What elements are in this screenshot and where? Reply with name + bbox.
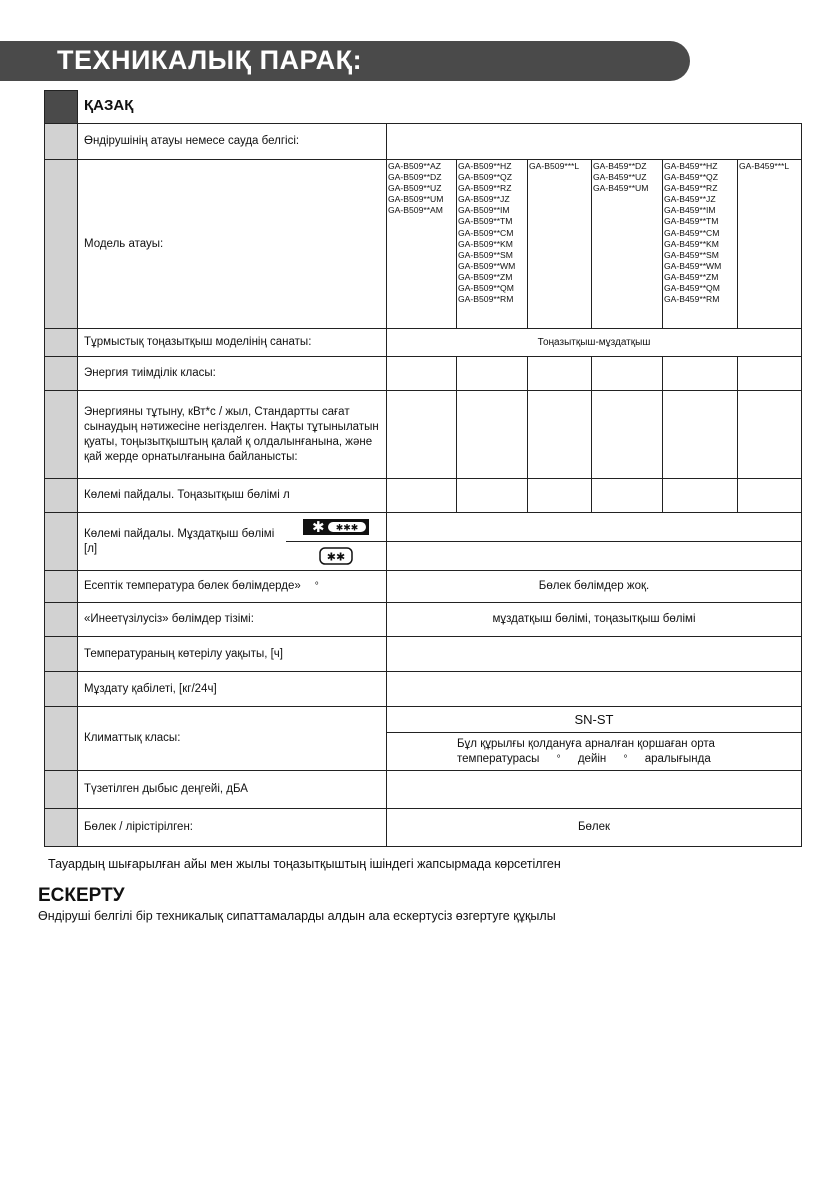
table-row — [45, 329, 802, 357]
freezing-capacity-label: Мұздату қабілеті, [кг/24ч] — [78, 672, 387, 707]
model-name: GA-B509***L — [529, 161, 580, 171]
model-name: GA-B509**KM — [458, 238, 513, 249]
table-row — [45, 357, 802, 391]
model-name: GA-B509**HZ — [458, 161, 512, 171]
freezing-capacity-value — [387, 672, 802, 707]
model-name: GA-B509**QZ — [458, 172, 512, 183]
table-row — [45, 809, 802, 847]
model-group-6 — [738, 160, 802, 329]
model-name-label: Модель атауы: — [78, 160, 387, 329]
rated-temp-label: Есептік температура бөлек бөлімдерде» ° — [78, 571, 387, 603]
table-row — [45, 771, 802, 809]
three-star-freezer-icon — [302, 518, 370, 536]
temp-rise-label: Температураның көтерілу уақыты, [ч] — [78, 637, 387, 672]
svg-text:✱: ✱ — [311, 518, 325, 536]
production-date-note: Тауардың шығарылған айы мен жылы тоңазытқыштың ішіндегі жапсырмада көрсетілген — [48, 857, 561, 871]
model-group-5 — [663, 160, 738, 329]
model-name: GA-B459***L — [739, 161, 790, 171]
warning-text: Өндіруші белгілі бір техникалық сипаттамаларды алдын ала ескертусіз өзгертуге құқылы — [38, 909, 556, 923]
model-name: GA-B459**HZ — [664, 161, 718, 171]
model-name: GA-B509**IM — [458, 205, 510, 216]
climate-class-label: Климаттық класы: — [78, 707, 387, 771]
temp-rise-value — [387, 637, 802, 672]
table-row — [45, 479, 802, 513]
two-star-cell — [286, 542, 387, 571]
table-row — [45, 513, 802, 542]
model-name: GA-B509**SM — [458, 249, 513, 260]
table-row — [45, 672, 802, 707]
energy-consumption-label: Энергияны тұтыну, кВт*с / жыл, Стандартты сағат сынаудың нәтижесіне негізделген. Нақты тұтынылатын қуаты, тоңызытқыштың қалай қ олдалынғанына, және қай жерде орнатылғанына байланысты: — [78, 391, 387, 479]
model-name: GA-B459**CM — [664, 227, 720, 238]
freezer-volume-label: Көлемі пайдалы. Мұздатқыш бөлімі [л] — [78, 513, 286, 571]
model-name: GA-B459**IM — [664, 205, 716, 216]
language-heading: ҚАЗАҚ — [84, 97, 134, 115]
model-name: GA-B509**ZM — [458, 271, 513, 282]
model-name: GA-B509**AM — [388, 205, 443, 216]
model-group-1 — [387, 160, 457, 329]
spec-table — [44, 90, 802, 847]
frost-free-label: «Инеетүзілусіз» бөлімдер тізімі: — [78, 603, 387, 637]
model-name: GA-B459**ZM — [664, 271, 719, 282]
model-name: GA-B459**QZ — [664, 172, 718, 183]
built-in-label: Бөлек / лірістірілген: — [78, 809, 387, 847]
model-name: GA-B509**DZ — [388, 172, 442, 183]
model-name: GA-B459**RM — [664, 294, 720, 305]
three-star-cell — [286, 513, 387, 542]
model-group-4 — [592, 160, 663, 329]
model-group-2 — [457, 160, 528, 329]
table-row — [45, 160, 802, 329]
built-in-value: Бөлек — [387, 809, 802, 847]
model-name: GA-B459**UZ — [593, 172, 647, 183]
energy-class-label: Энергия тиімділік класы: — [78, 357, 387, 391]
table-row — [45, 571, 802, 603]
climate-class-value: SN-ST — [387, 707, 802, 733]
header-banner — [0, 41, 690, 81]
manufacturer-value — [387, 124, 802, 160]
svg-text:✱✱: ✱✱ — [326, 550, 345, 564]
rated-temp-value: Бөлек бөлімдер жоқ. — [387, 571, 802, 603]
model-name: GA-B509**QM — [458, 283, 514, 294]
model-group-3 — [528, 160, 592, 329]
model-name: GA-B509**RM — [458, 294, 514, 305]
model-name: GA-B459**TM — [664, 216, 719, 227]
model-name: GA-B459**RZ — [664, 183, 718, 194]
model-name: GA-B509**CM — [458, 227, 514, 238]
table-row — [45, 391, 802, 479]
model-name: GA-B509**TM — [458, 216, 513, 227]
model-name: GA-B509**AZ — [388, 161, 442, 171]
model-name: GA-B459**UM — [593, 183, 649, 194]
model-name: GA-B459**KM — [664, 238, 719, 249]
model-name: GA-B459**DZ — [593, 161, 647, 171]
table-row — [45, 707, 802, 733]
model-name: GA-B509**UM — [388, 194, 444, 205]
model-name: GA-B459**JZ — [664, 194, 716, 205]
category-value: Тоңазытқыш-мұздатқыш — [387, 329, 802, 357]
model-name: GA-B459**SM — [664, 249, 719, 260]
model-name: GA-B509**JZ — [458, 194, 510, 205]
svg-text:✱✱✱: ✱✱✱ — [335, 523, 359, 534]
model-name: GA-B459**QM — [664, 283, 720, 294]
frost-free-value: мұздатқыш бөлімі, тоңазытқыш бөлімі — [387, 603, 802, 637]
table-row — [45, 124, 802, 160]
model-name: GA-B509**WM — [458, 260, 516, 271]
two-star-freezer-icon — [318, 546, 354, 566]
model-name: GA-B459**WM — [664, 260, 722, 271]
table-header-row — [45, 91, 802, 124]
page-title: ТЕХНИКАЛЫҚ ПАРАҚ: — [57, 45, 363, 75]
noise-label: Түзетілген дыбыс деңгейі, дБА — [78, 771, 387, 809]
table-row — [45, 637, 802, 672]
climate-description: Бұл құрылғы қолдануға арналған қоршаған орта температурасы ° дейін ° аралығында — [387, 733, 802, 771]
warning-title: ЕСКЕРТУ — [38, 885, 125, 906]
manufacturer-label: Өндірушінің атауы немесе сауда белгісі: — [78, 124, 387, 160]
fridge-volume-label: Көлемі пайдалы. Тоңазытқыш бөлімі л — [78, 479, 387, 513]
model-name: GA-B509**RZ — [458, 183, 512, 194]
model-name: GA-B509**UZ — [388, 183, 442, 194]
table-row — [45, 603, 802, 637]
category-label: Тұрмыстық тоңазытқыш моделінің санаты: — [78, 329, 387, 357]
noise-value — [387, 771, 802, 809]
